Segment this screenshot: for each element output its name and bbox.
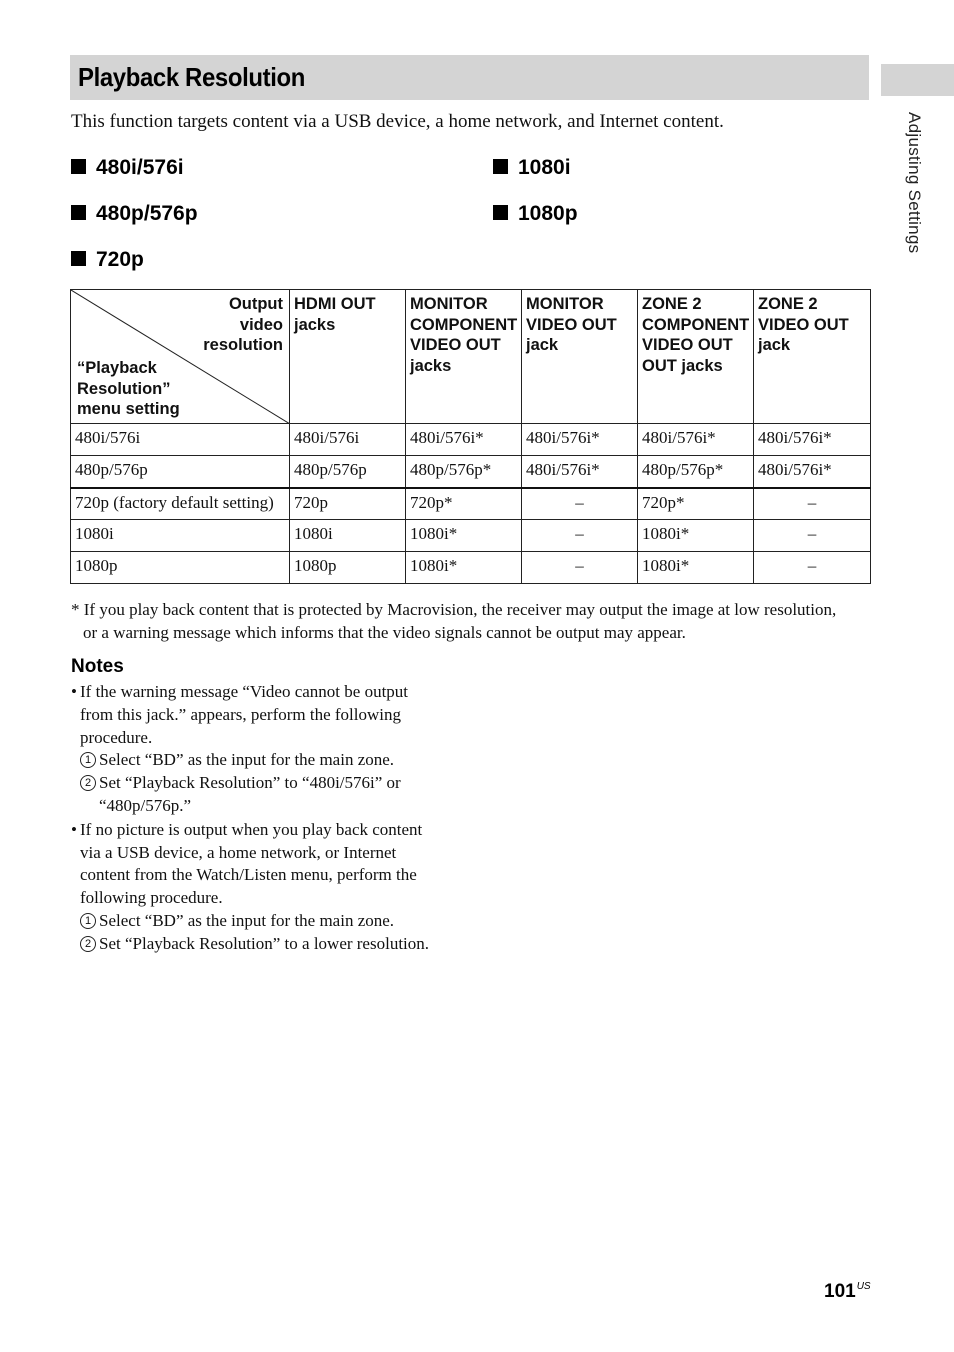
footnote-line: * If you play back content that is protected by Macrovision, the receiver may output the image at low resolution, (71, 600, 837, 619)
table-cell: 720p* (406, 488, 522, 520)
table-cell: 480p/576p (71, 456, 290, 488)
column-header: ZONE 2 VIDEO OUT jack (754, 290, 871, 424)
square-bullet-icon (493, 205, 508, 220)
procedure-step: 1 Select “BD” as the input for the main zone. (80, 749, 461, 772)
table-cell: 1080i (290, 520, 406, 552)
table-cell: 480i/576i* (522, 424, 638, 456)
step-number-icon: 2 (80, 775, 96, 791)
intro-text: This function targets content via a USB device, a home network, and Internet content. (71, 111, 724, 132)
menu-setting-label: “Playback Resolution” menu setting (77, 359, 180, 418)
table-cell: 480i/576i (71, 424, 290, 456)
table-cell: 1080i* (406, 552, 522, 584)
table-cell: – (754, 488, 871, 520)
heading-480p: 480p/576p (71, 202, 198, 226)
bullet-icon: • (71, 682, 77, 701)
square-bullet-icon (71, 159, 86, 174)
table-cell: 1080i (71, 520, 290, 552)
resolution-table (70, 289, 871, 584)
column-header: MONITOR VIDEO OUT jack (522, 290, 638, 424)
table-cell: – (522, 520, 638, 552)
table-cell: 1080p (290, 552, 406, 584)
section-label: Adjusting Settings (905, 112, 924, 254)
table-cell: 480i/576i* (754, 456, 871, 488)
table-row (71, 456, 871, 488)
section-tab (881, 64, 954, 96)
square-bullet-icon (71, 205, 86, 220)
corner-header-cell (71, 290, 290, 424)
notes-title: Notes (71, 656, 124, 677)
heading-720p: 720p (71, 248, 144, 272)
column-header: HDMI OUT jacks (290, 290, 406, 424)
procedure-step: 1 Select “BD” as the input for the main zone. (80, 910, 461, 933)
table-cell: 480i/576i* (638, 424, 754, 456)
step-number-icon: 1 (80, 752, 96, 768)
page-suffix: US (856, 1281, 871, 1292)
heading-480i: 480i/576i (71, 156, 184, 180)
table-cell: 720p (290, 488, 406, 520)
table-row (71, 520, 871, 552)
title-bar (70, 55, 869, 100)
table-cell: 1080p (71, 552, 290, 584)
step-number-icon: 1 (80, 913, 96, 929)
footnote (71, 598, 871, 644)
column-header: ZONE 2 COMPONENT VIDEO OUT OUT jacks (638, 290, 754, 424)
square-bullet-icon (71, 251, 86, 266)
note-item: • If no picture is output when you play back content via a USB device, a home network, or Internet content from the Watch/Listen menu, perform the following procedure. 1 Select “BD” as the input for the main zone. 2 Set “Playback Resolution” to a lower resolution. (71, 819, 461, 956)
heading-1080i: 1080i (493, 156, 571, 180)
table-cell: 480i/576i* (754, 424, 871, 456)
table-cell: 1080i* (638, 520, 754, 552)
table-cell: 1080i* (406, 520, 522, 552)
bullet-icon: • (71, 819, 77, 839)
table-cell: 480p/576p* (638, 456, 754, 488)
table-cell: – (522, 488, 638, 520)
table-cell: 480i/576i* (522, 456, 638, 488)
table-cell: 720p* (638, 488, 754, 520)
output-label: Output video resolution (203, 295, 283, 354)
procedure-step: 2 Set “Playback Resolution” to “480i/576i” or “480p/576p.” (80, 772, 461, 818)
table-cell: – (522, 552, 638, 584)
footnote-line: or a warning message which informs that the video signals cannot be output may appear. (83, 623, 686, 642)
table-row (71, 424, 871, 456)
step-number-icon: 2 (80, 936, 96, 952)
table-cell: – (754, 552, 871, 584)
table-cell: 480i/576i (290, 424, 406, 456)
table-cell: 1080i* (638, 552, 754, 584)
table-header-row (71, 290, 871, 424)
column-header: MONITOR COMPONENT VIDEO OUT jacks (406, 290, 522, 424)
table-row (71, 552, 871, 584)
table-cell: – (754, 520, 871, 552)
table-cell: 720p (factory default setting) (71, 488, 290, 520)
heading-1080p: 1080p (493, 202, 578, 226)
page-title: Playback Resolution (78, 62, 305, 92)
note-item: • If the warning message “Video cannot be output from this jack.” appears, perform the following procedure. 1 Select “BD” as the input for the main zone. 2 Set “Playback Resolution” to “480i/576i” or “480p/576p.” (71, 681, 461, 818)
page-number: $101^{US}$ (824, 1281, 871, 1302)
square-bullet-icon (493, 159, 508, 174)
table-row (71, 488, 871, 520)
table-cell: 480p/576p (290, 456, 406, 488)
table-cell: 480p/576p* (406, 456, 522, 488)
table-cell: 480i/576i* (406, 424, 522, 456)
notes-list (71, 681, 461, 956)
procedure-step: 2 Set “Playback Resolution” to a lower resolution. (80, 933, 461, 956)
